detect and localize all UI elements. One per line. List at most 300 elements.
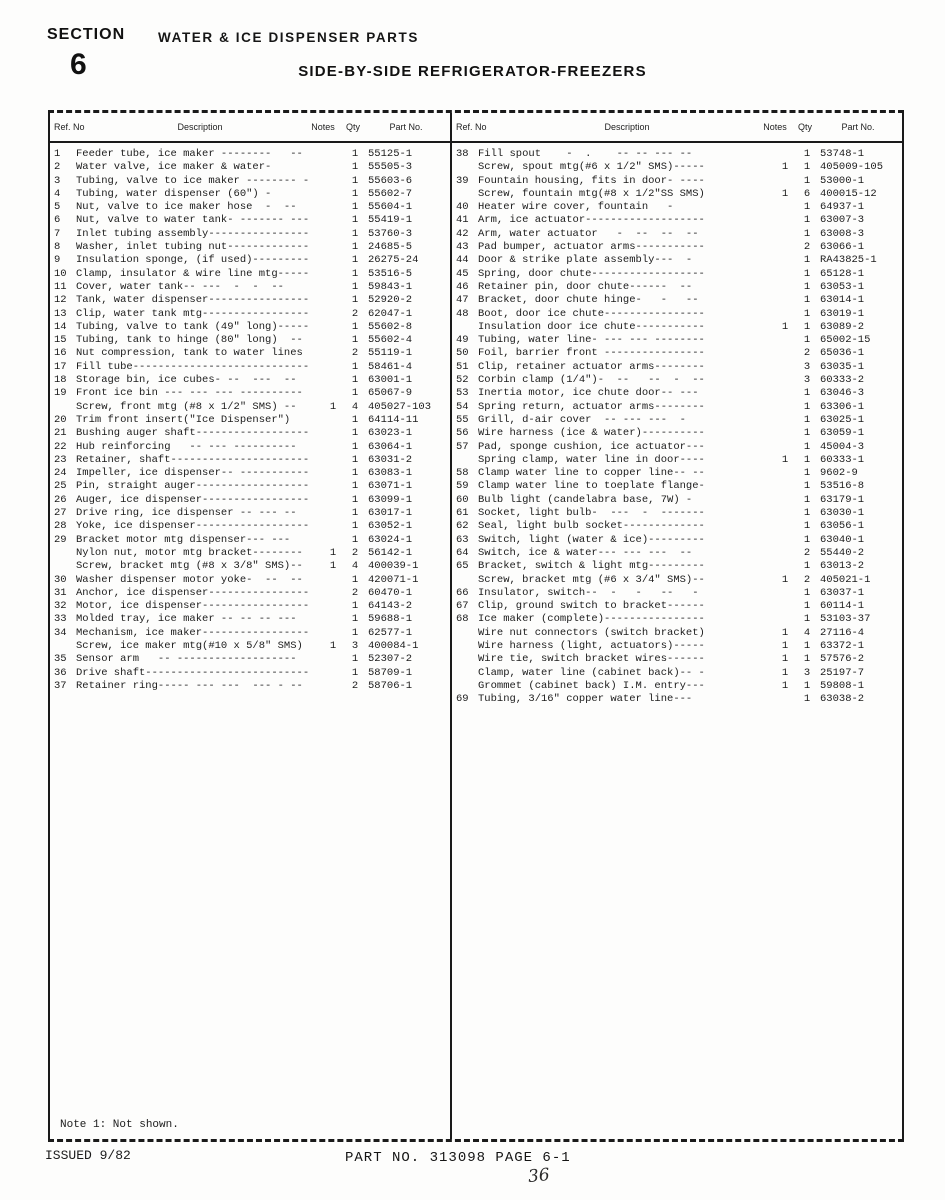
- ref-cell: 45: [456, 267, 469, 280]
- part-cell: 65067-9: [368, 387, 413, 400]
- table-row: [54, 520, 446, 533]
- desc-cell: Motor, ice dispenser-----------------: [76, 600, 310, 613]
- part-cell: 400015-12: [820, 187, 877, 200]
- desc-cell: Tubing, tank to hinge (80" long) --: [76, 334, 303, 347]
- table-row: [54, 188, 446, 201]
- desc-cell: Bracket, switch & light mtg---------: [478, 560, 705, 573]
- ref-cell: 63: [456, 533, 469, 546]
- table-row: [456, 334, 898, 347]
- qty-cell: 1: [351, 161, 359, 174]
- desc-cell: Hub reinforcing -- --- ----------: [76, 440, 297, 453]
- part-cell: 55602-8: [368, 320, 413, 333]
- desc-cell: Trim front insert("Ice Dispenser"): [76, 413, 291, 426]
- part-cell: 63038-2: [820, 693, 865, 706]
- part-cell: 63007-3: [820, 214, 865, 227]
- ref-cell: 18: [54, 374, 67, 387]
- desc-cell: Boot, door ice chute----------------: [478, 307, 705, 320]
- part-cell: 400084-1: [368, 639, 419, 652]
- qty-cell: 1: [803, 600, 811, 613]
- part-cell: 27116-4: [820, 626, 865, 639]
- table-row: [456, 361, 898, 374]
- part-cell: 59843-1: [368, 280, 413, 293]
- desc-cell: Insulation sponge, (if used)---------: [76, 254, 310, 267]
- notes-cell: [774, 214, 796, 227]
- qty-cell: 1: [351, 187, 359, 200]
- qty-cell: 1: [803, 214, 811, 227]
- ref-cell: 24: [54, 467, 67, 480]
- table-row: [54, 281, 446, 294]
- qty-cell: 1: [803, 280, 811, 293]
- part-cell: 59808-1: [820, 679, 865, 692]
- notes-cell: [322, 613, 344, 626]
- issued-date: ISSUED 9/82: [45, 1148, 131, 1163]
- part-cell: 60114-1: [820, 600, 865, 613]
- ref-cell: 22: [54, 440, 67, 453]
- desc-cell: Nut, valve to ice maker hose - --: [76, 201, 297, 214]
- notes-cell: 1: [329, 560, 337, 573]
- part-cell: 62047-1: [368, 307, 413, 320]
- part-cell: 60470-1: [368, 586, 413, 599]
- notes-cell: [774, 494, 796, 507]
- notes-cell: [774, 600, 796, 613]
- table-header-left: [50, 113, 450, 143]
- table-row: [54, 374, 446, 387]
- desc-cell: Impeller, ice dispenser-- -----------: [76, 467, 310, 480]
- notes-cell: [774, 507, 796, 520]
- ref-cell: 15: [54, 334, 67, 347]
- notes-cell: 1: [781, 573, 789, 586]
- part-cell: 63023-1: [368, 427, 413, 440]
- ref-cell: 31: [54, 586, 67, 599]
- notes-cell: [774, 414, 796, 427]
- notes-cell: [322, 254, 344, 267]
- part-cell: 25197-7: [820, 666, 865, 679]
- desc-cell: Bushing auger shaft------------------: [76, 427, 310, 440]
- notes-cell: [322, 627, 344, 640]
- ref-cell: 51: [456, 360, 469, 373]
- parts-table: [48, 110, 904, 1142]
- table-row: [54, 401, 446, 414]
- notes-cell: [774, 334, 796, 347]
- desc-cell: Spring return, actuator arms--------: [478, 400, 705, 413]
- notes-cell: [322, 387, 344, 400]
- qty-cell: 1: [803, 453, 811, 466]
- part-cell: 53103-37: [820, 613, 871, 626]
- ref-cell: [456, 161, 478, 174]
- page-subtitle: SIDE-BY-SIDE REFRIGERATOR-FREEZERS: [298, 63, 647, 80]
- page-title: WATER & ICE DISPENSER PARTS: [158, 30, 419, 45]
- part-cell: 405027-103: [368, 400, 432, 413]
- part-cell: 64143-2: [368, 600, 413, 613]
- table-row: [456, 268, 898, 281]
- table-row: [54, 627, 446, 640]
- table-half-left: [50, 113, 450, 1139]
- ref-cell: 68: [456, 613, 469, 626]
- table-body-left: [50, 143, 450, 693]
- section-label: SECTION: [47, 26, 126, 43]
- part-cell: 64937-1: [820, 201, 865, 214]
- desc-cell: Nylon nut, motor mtg bracket--------: [76, 546, 303, 559]
- ref-cell: 30: [54, 573, 67, 586]
- desc-cell: Water valve, ice maker & water-: [76, 161, 272, 174]
- table-row: [456, 520, 898, 533]
- notes-cell: [322, 507, 344, 520]
- ref-cell: [54, 560, 76, 573]
- table-row: [54, 534, 446, 547]
- ref-cell: [456, 653, 478, 666]
- qty-cell: 1: [803, 467, 811, 480]
- qty-cell: 1: [351, 613, 359, 626]
- table-row: [456, 347, 898, 360]
- table-row: [54, 361, 446, 374]
- desc-cell: Cover, water tank-- --- - - --: [76, 280, 284, 293]
- notes-cell: 1: [781, 320, 789, 333]
- desc-cell: Storage bin, ice cubes- -- --- --: [76, 374, 297, 387]
- ref-cell: 61: [456, 507, 469, 520]
- table-row: [456, 214, 898, 227]
- notes-cell: [774, 201, 796, 214]
- desc-cell: Fill tube----------------------------: [76, 360, 310, 373]
- qty-cell: 1: [351, 413, 359, 426]
- qty-cell: 1: [803, 653, 811, 666]
- table-row: [54, 454, 446, 467]
- table-row: [456, 175, 898, 188]
- table-header-right: [452, 113, 902, 143]
- note-text: Note 1: Not shown.: [60, 1119, 179, 1131]
- desc-cell: Washer, inlet tubing nut-------------: [76, 241, 310, 254]
- notes-cell: [322, 467, 344, 480]
- part-cell: 63037-1: [820, 586, 865, 599]
- ref-cell: 11: [54, 280, 67, 293]
- notes-cell: [322, 321, 344, 334]
- part-cell: 65128-1: [820, 267, 865, 280]
- qty-cell: 2: [803, 546, 811, 559]
- notes-cell: [774, 241, 796, 254]
- part-cell: 63013-2: [820, 560, 865, 573]
- part-cell: 62577-1: [368, 626, 413, 639]
- desc-cell: Ice maker (complete)----------------: [478, 613, 705, 626]
- qty-cell: 4: [803, 626, 811, 639]
- notes-cell: [774, 560, 796, 573]
- ref-cell: 58: [456, 467, 469, 480]
- desc-cell: Retainer ring----- --- --- --- - --: [76, 679, 303, 692]
- table-row: [456, 321, 898, 334]
- part-number-page: PART NO. 313098 PAGE 6-1: [345, 1150, 571, 1166]
- ref-cell: 21: [54, 427, 67, 440]
- desc-cell: Insulation door ice chute-----------: [478, 320, 705, 333]
- table-row: [456, 613, 898, 626]
- qty-cell: 1: [351, 427, 359, 440]
- ref-cell: 23: [54, 453, 67, 466]
- qty-cell: 1: [351, 254, 359, 267]
- part-cell: 53516-5: [368, 267, 413, 280]
- ref-cell: 50: [456, 347, 469, 360]
- header-notes: Notes: [311, 122, 335, 132]
- part-cell: 63040-1: [820, 533, 865, 546]
- qty-cell: 1: [803, 307, 811, 320]
- desc-cell: Retainer pin, door chute------ --: [478, 280, 693, 293]
- table-row: [54, 254, 446, 267]
- notes-cell: [322, 347, 344, 360]
- notes-cell: [322, 268, 344, 281]
- table-row: [456, 281, 898, 294]
- table-row: [456, 627, 898, 640]
- table-row: [456, 201, 898, 214]
- part-cell: 55505-3: [368, 161, 413, 174]
- table-row: [54, 214, 446, 227]
- ref-cell: 14: [54, 320, 67, 333]
- desc-cell: Tubing, 3/16" copper water line---: [478, 693, 693, 706]
- ref-cell: 27: [54, 507, 67, 520]
- desc-cell: Spring clamp, water line in door----: [478, 453, 705, 466]
- qty-cell: 1: [803, 413, 811, 426]
- qty-cell: 3: [803, 666, 811, 679]
- qty-cell: 1: [351, 174, 359, 187]
- ref-cell: 69: [456, 693, 469, 706]
- part-cell: 63035-1: [820, 360, 865, 373]
- ref-cell: 29: [54, 533, 67, 546]
- notes-cell: [774, 308, 796, 321]
- part-cell: 52307-2: [368, 653, 413, 666]
- table-row: [54, 161, 446, 174]
- table-row: [54, 640, 446, 653]
- qty-cell: 1: [351, 666, 359, 679]
- ref-cell: 59: [456, 480, 469, 493]
- part-cell: 420071-1: [368, 573, 419, 586]
- qty-cell: 1: [351, 280, 359, 293]
- part-cell: 55125-1: [368, 148, 413, 160]
- notes-cell: [322, 294, 344, 307]
- desc-cell: Tank, water dispenser----------------: [76, 294, 310, 307]
- notes-cell: [322, 441, 344, 454]
- notes-cell: [322, 480, 344, 493]
- qty-cell: 1: [803, 201, 811, 214]
- table-row: [456, 401, 898, 414]
- section-number: 6: [70, 48, 87, 81]
- qty-cell: 1: [803, 227, 811, 240]
- notes-cell: [774, 294, 796, 307]
- part-cell: 65036-1: [820, 347, 865, 360]
- part-cell: 405009-105: [820, 161, 884, 174]
- table-row: [456, 254, 898, 267]
- ref-cell: 6: [54, 214, 61, 227]
- part-cell: 55602-4: [368, 334, 413, 347]
- table-row: [456, 387, 898, 400]
- desc-cell: Wire nut connectors (switch bracket): [478, 626, 705, 639]
- desc-cell: Switch, ice & water--- --- --- --: [478, 546, 693, 559]
- qty-cell: 1: [351, 387, 359, 400]
- ref-cell: 54: [456, 400, 469, 413]
- desc-cell: Inlet tubing assembly----------------: [76, 227, 310, 240]
- qty-cell: 2: [803, 573, 811, 586]
- part-cell: 63024-1: [368, 533, 413, 546]
- desc-cell: Bracket motor mtg dispenser--- ---: [76, 533, 291, 546]
- part-cell: 63025-1: [820, 413, 865, 426]
- ref-cell: 8: [54, 241, 61, 254]
- header-description: Description: [604, 122, 650, 132]
- table-row: [54, 547, 446, 560]
- notes-cell: [322, 201, 344, 214]
- part-cell: 60333-1: [820, 453, 865, 466]
- table-row: [54, 308, 446, 321]
- qty-cell: 1: [351, 453, 359, 466]
- ref-cell: [456, 667, 478, 680]
- notes-cell: 1: [781, 161, 789, 174]
- table-row: [54, 613, 446, 626]
- desc-cell: Washer dispenser motor yoke- -- --: [76, 573, 303, 586]
- notes-cell: [322, 161, 344, 174]
- ref-cell: 38: [456, 148, 469, 160]
- qty-cell: 1: [351, 626, 359, 639]
- table-row: [54, 587, 446, 600]
- qty-cell: 1: [351, 467, 359, 480]
- part-cell: 63017-1: [368, 507, 413, 520]
- notes-cell: [322, 214, 344, 227]
- qty-cell: 1: [351, 480, 359, 493]
- desc-cell: Drive shaft--------------------------: [76, 666, 310, 679]
- ref-cell: 10: [54, 267, 67, 280]
- ref-cell: 41: [456, 214, 469, 227]
- qty-cell: 1: [351, 148, 359, 160]
- qty-cell: 1: [803, 493, 811, 506]
- desc-cell: Screw, front mtg (#8 x 1/2" SMS) --: [76, 400, 297, 413]
- notes-cell: [774, 148, 796, 161]
- table-row: [456, 680, 898, 693]
- desc-cell: Auger, ice dispenser-----------------: [76, 493, 310, 506]
- part-cell: 64114-11: [368, 413, 419, 426]
- qty-cell: 1: [351, 507, 359, 520]
- part-cell: 52920-2: [368, 294, 413, 307]
- part-cell: 45004-3: [820, 440, 865, 453]
- table-row: [456, 241, 898, 254]
- qty-cell: 6: [803, 187, 811, 200]
- desc-cell: Screw, spout mtg(#6 x 1/2" SMS)-----: [478, 161, 705, 174]
- notes-cell: [322, 427, 344, 440]
- notes-cell: 1: [781, 453, 789, 466]
- ref-cell: 9: [54, 254, 61, 267]
- notes-cell: [322, 241, 344, 254]
- part-cell: 53748-1: [820, 148, 865, 160]
- notes-cell: 1: [781, 187, 789, 200]
- notes-cell: [774, 228, 796, 241]
- qty-cell: 1: [351, 600, 359, 613]
- ref-cell: 39: [456, 174, 469, 187]
- ref-cell: 1: [54, 148, 61, 160]
- notes-cell: [774, 254, 796, 267]
- qty-cell: 1: [351, 493, 359, 506]
- ref-cell: [456, 627, 478, 640]
- notes-cell: [322, 587, 344, 600]
- table-row: [54, 600, 446, 613]
- part-cell: 63306-1: [820, 400, 865, 413]
- ref-cell: [456, 188, 478, 201]
- notes-cell: [774, 587, 796, 600]
- part-cell: 57576-2: [820, 653, 865, 666]
- ref-cell: 66: [456, 586, 469, 599]
- notes-cell: 1: [781, 639, 789, 652]
- handwritten-page-number: 36: [527, 1164, 551, 1188]
- table-row: [54, 667, 446, 680]
- desc-cell: Molded tray, ice maker -- -- -- ---: [76, 613, 297, 626]
- part-cell: 63071-1: [368, 480, 413, 493]
- ref-cell: 5: [54, 201, 61, 214]
- ref-cell: [54, 547, 76, 560]
- qty-cell: 1: [803, 427, 811, 440]
- qty-cell: 1: [803, 507, 811, 520]
- notes-cell: [774, 374, 796, 387]
- desc-cell: Grill, d-air cover -- --- --- -: [478, 413, 686, 426]
- notes-cell: [774, 401, 796, 414]
- ref-cell: 57: [456, 440, 469, 453]
- desc-cell: Foil, barrier front ----------------: [478, 347, 705, 360]
- desc-cell: Clamp, insulator & wire line mtg-----: [76, 267, 310, 280]
- ref-cell: 44: [456, 254, 469, 267]
- desc-cell: Clamp water line to copper line-- --: [478, 467, 705, 480]
- desc-cell: Feeder tube, ice maker -------- --: [76, 148, 303, 160]
- qty-cell: 1: [803, 267, 811, 280]
- qty-cell: 1: [803, 440, 811, 453]
- part-cell: 9602-9: [820, 467, 858, 480]
- qty-cell: 1: [803, 254, 811, 267]
- ref-cell: 42: [456, 227, 469, 240]
- desc-cell: Mechanism, ice maker-----------------: [76, 626, 310, 639]
- ref-cell: 17: [54, 360, 67, 373]
- ref-cell: 47: [456, 294, 469, 307]
- qty-cell: 1: [803, 400, 811, 413]
- table-row: [54, 175, 446, 188]
- qty-cell: 1: [351, 533, 359, 546]
- ref-cell: 13: [54, 307, 67, 320]
- notes-cell: [322, 680, 344, 693]
- part-cell: 63066-1: [820, 241, 865, 254]
- notes-cell: [322, 667, 344, 680]
- part-cell: 55119-1: [368, 347, 413, 360]
- qty-cell: 4: [351, 400, 359, 413]
- part-cell: 63014-1: [820, 294, 865, 307]
- desc-cell: Tubing, water line- --- --- --------: [478, 334, 705, 347]
- header-notes: Notes: [763, 122, 787, 132]
- table-row: [54, 148, 446, 161]
- ref-cell: 2: [54, 161, 61, 174]
- ref-cell: [456, 680, 478, 693]
- ref-cell: 40: [456, 201, 469, 214]
- table-row: [54, 414, 446, 427]
- header-part-no: Part No.: [841, 122, 875, 132]
- notes-cell: [322, 374, 344, 387]
- ref-cell: 49: [456, 334, 469, 347]
- table-body-right: [452, 143, 902, 706]
- desc-cell: Sensor arm -- -------------------: [76, 653, 297, 666]
- desc-cell: Pin, straight auger------------------: [76, 480, 310, 493]
- qty-cell: 2: [351, 679, 359, 692]
- header-part-no: Part No.: [389, 122, 423, 132]
- ref-cell: 53: [456, 387, 469, 400]
- part-cell: 65002-15: [820, 334, 871, 347]
- desc-cell: Bulb light (candelabra base, 7W) -: [478, 493, 693, 506]
- notes-cell: [774, 281, 796, 294]
- qty-cell: 1: [803, 148, 811, 160]
- header-qty: Qty: [345, 122, 360, 132]
- qty-cell: 3: [351, 639, 359, 652]
- notes-cell: [774, 361, 796, 374]
- notes-cell: [774, 427, 796, 440]
- qty-cell: 1: [803, 320, 811, 333]
- notes-cell: [322, 228, 344, 241]
- desc-cell: Anchor, ice dispenser----------------: [76, 586, 310, 599]
- notes-cell: [322, 534, 344, 547]
- desc-cell: Arm, water actuator - -- -- --: [478, 227, 699, 240]
- table-row: [456, 547, 898, 560]
